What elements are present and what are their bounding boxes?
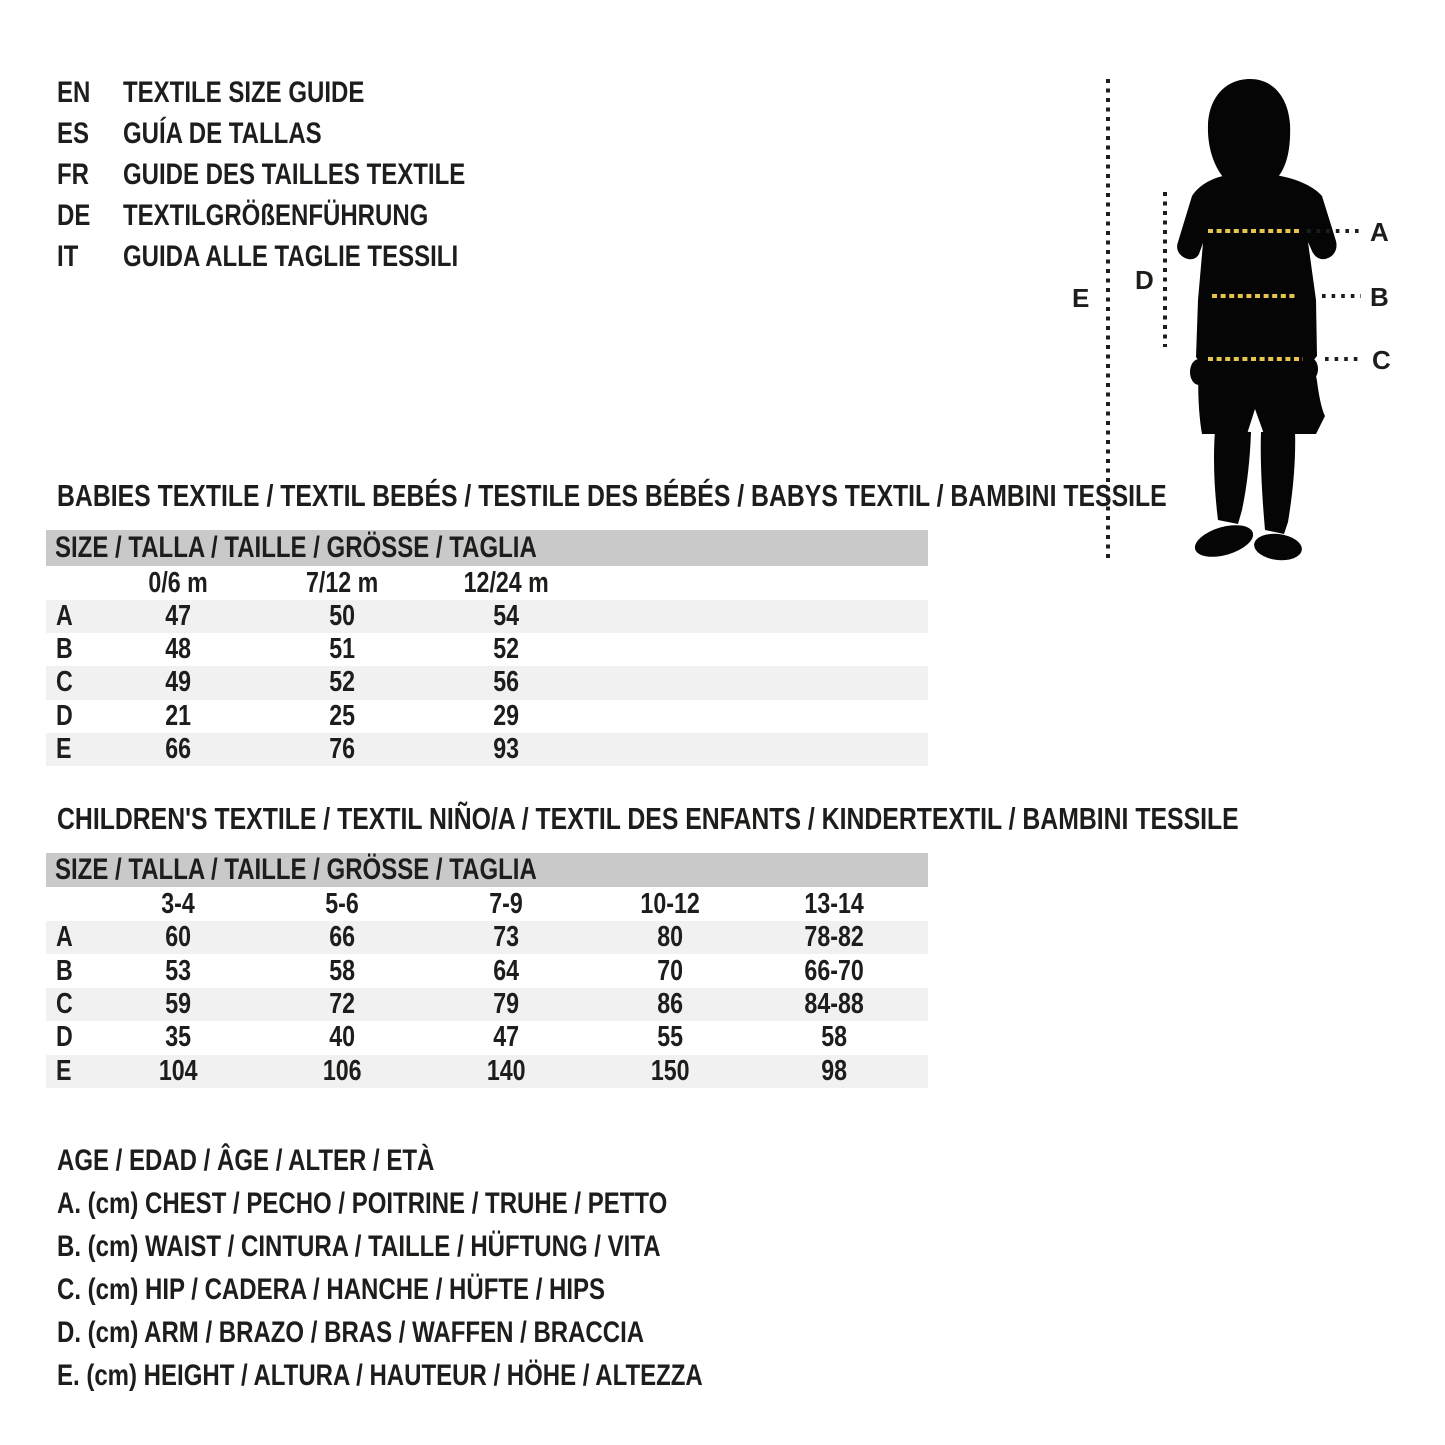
measure-label-e: E <box>1072 283 1090 313</box>
size-value: 53 <box>165 954 191 987</box>
legend-line-arm <box>57 1311 864 1354</box>
babies-size-table <box>46 566 928 766</box>
babies-row-e <box>46 733 928 766</box>
babies-section-heading-text: BABIES TEXTILE / TEXTIL BEBÉS / TESTILE DES BÉBÉS / BABYS TEXTIL / BAMBINI TESSILE <box>57 478 1167 513</box>
babies-row-c <box>46 666 928 699</box>
babies-section-heading <box>57 478 1444 513</box>
measurement-legend <box>57 1139 864 1397</box>
size-value: 52 <box>329 666 355 699</box>
size-value: 47 <box>493 1021 519 1054</box>
language-code: IT <box>57 239 79 273</box>
measure-label-b: B <box>1370 282 1389 312</box>
size-value: 76 <box>329 732 355 765</box>
babies-row-d <box>46 700 928 733</box>
children-size-header-text: SIZE / TALLA / TAILLE / GRÖSSE / TAGLIA <box>55 853 537 886</box>
size-value: 29 <box>493 699 519 732</box>
size-value: 84-88 <box>804 987 864 1020</box>
legend-line-hip <box>57 1268 864 1311</box>
size-value: 25 <box>329 699 355 732</box>
size-value: 72 <box>329 987 355 1020</box>
children-column-header: 10-12 <box>640 887 700 920</box>
size-value: 73 <box>493 921 519 954</box>
babies-row-b <box>46 633 928 666</box>
size-value: 51 <box>329 633 355 666</box>
language-code: FR <box>57 157 89 191</box>
legend-text: B. (cm) WAIST / CINTURA / TAILLE / HÜFTUNG / VITA <box>57 1230 661 1263</box>
size-value: 98 <box>821 1054 847 1087</box>
row-label: B <box>56 633 73 666</box>
children-section-heading <box>57 801 1445 836</box>
language-title: GUÍA DE TALLAS <box>123 116 322 150</box>
language-row-de <box>57 195 551 236</box>
silhouette-shirt <box>1177 174 1336 364</box>
size-value: 64 <box>493 954 519 987</box>
row-label: D <box>56 1021 73 1054</box>
size-value: 21 <box>165 699 191 732</box>
measure-label-d: D <box>1135 265 1154 295</box>
size-value: 86 <box>657 987 683 1020</box>
size-value: 66-70 <box>804 954 864 987</box>
size-value: 54 <box>493 600 519 633</box>
children-size-table <box>46 887 928 1088</box>
size-value: 58 <box>329 954 355 987</box>
children-column-header-row <box>46 887 928 921</box>
legend-text: AGE / EDAD / ÂGE / ALTER / ETÀ <box>57 1144 435 1177</box>
row-label: D <box>56 699 73 732</box>
size-value: 52 <box>493 633 519 666</box>
language-row-en <box>57 72 551 113</box>
legend-text: D. (cm) ARM / BRAZO / BRAS / WAFFEN / BRACCIA <box>57 1316 645 1349</box>
legend-line-age <box>57 1139 864 1182</box>
language-row-es <box>57 113 551 154</box>
language-row-it <box>57 236 551 277</box>
row-label: B <box>56 954 73 987</box>
legend-line-chest <box>57 1182 864 1225</box>
size-value: 49 <box>165 666 191 699</box>
language-title: GUIDA ALLE TAGLIE TESSILI <box>123 239 459 273</box>
size-value: 78-82 <box>804 921 864 954</box>
size-value: 35 <box>165 1021 191 1054</box>
legend-text: C. (cm) HIP / CADERA / HANCHE / HÜFTE / HIPS <box>57 1273 606 1306</box>
silhouette-shorts <box>1198 352 1325 434</box>
babies-size-header-text: SIZE / TALLA / TAILLE / GRÖSSE / TAGLIA <box>55 531 537 564</box>
legend-text: E. (cm) HEIGHT / ALTURA / HAUTEUR / HÖHE / ALTEZZA <box>57 1359 703 1392</box>
measure-label-a: A <box>1370 217 1389 247</box>
babies-column-header: 12/24 m <box>463 566 549 599</box>
legend-text: A. (cm) CHEST / PECHO / POITRINE / TRUHE / PETTO <box>57 1187 668 1220</box>
babies-size-header-bar <box>46 530 928 566</box>
size-value: 70 <box>657 954 683 987</box>
babies-column-header-row <box>46 566 928 600</box>
language-title-list <box>57 72 551 277</box>
size-value: 50 <box>329 600 355 633</box>
children-row-e <box>46 1055 928 1088</box>
size-value: 104 <box>158 1054 198 1087</box>
size-value: 60 <box>165 921 191 954</box>
size-value: 150 <box>650 1054 690 1087</box>
children-column-header: 13-14 <box>804 887 864 920</box>
size-value: 106 <box>322 1054 362 1087</box>
row-label: C <box>56 666 73 699</box>
children-row-d <box>46 1021 928 1054</box>
babies-column-header: 0/6 m <box>148 566 208 599</box>
babies-row-a <box>46 600 928 633</box>
children-column-header: 3-4 <box>161 887 195 920</box>
language-code: EN <box>57 75 91 109</box>
language-title: TEXTILE SIZE GUIDE <box>123 75 365 109</box>
size-value: 140 <box>486 1054 526 1087</box>
language-code: ES <box>57 116 90 150</box>
row-label: E <box>56 1054 72 1087</box>
legend-line-waist <box>57 1225 864 1268</box>
size-value: 66 <box>329 921 355 954</box>
children-column-header: 7-9 <box>489 887 523 920</box>
size-value: 79 <box>493 987 519 1020</box>
babies-column-header: 7/12 m <box>305 566 379 599</box>
size-value: 47 <box>165 600 191 633</box>
row-label: E <box>56 732 72 765</box>
children-row-c <box>46 988 928 1021</box>
row-label: A <box>56 921 73 954</box>
children-row-b <box>46 954 928 987</box>
row-label: A <box>56 600 73 633</box>
silhouette-right-shoe <box>1253 531 1304 563</box>
size-value: 93 <box>493 732 519 765</box>
children-column-header: 5-6 <box>325 887 359 920</box>
children-row-a <box>46 921 928 954</box>
size-value: 59 <box>165 987 191 1020</box>
size-value: 48 <box>165 633 191 666</box>
size-value: 80 <box>657 921 683 954</box>
children-section-heading-text: CHILDREN'S TEXTILE / TEXTIL NIÑO/A / TEXTIL DES ENFANTS / KINDERTEXTIL / BAMBINI TESSILE <box>57 801 1239 836</box>
row-label: C <box>56 987 73 1020</box>
size-value: 40 <box>329 1021 355 1054</box>
language-row-fr <box>57 154 551 195</box>
language-title: GUIDE DES TAILLES TEXTILE <box>123 157 466 191</box>
size-value: 55 <box>657 1021 683 1054</box>
size-value: 58 <box>821 1021 847 1054</box>
language-code: DE <box>57 198 91 232</box>
silhouette-left-shoe <box>1191 519 1256 562</box>
size-value: 56 <box>493 666 519 699</box>
measure-label-c: C <box>1372 345 1391 375</box>
legend-line-height <box>57 1354 864 1397</box>
size-value: 66 <box>165 732 191 765</box>
language-title: TEXTILGRÖßENFÜHRUNG <box>123 198 429 232</box>
children-size-header-bar <box>46 853 928 887</box>
